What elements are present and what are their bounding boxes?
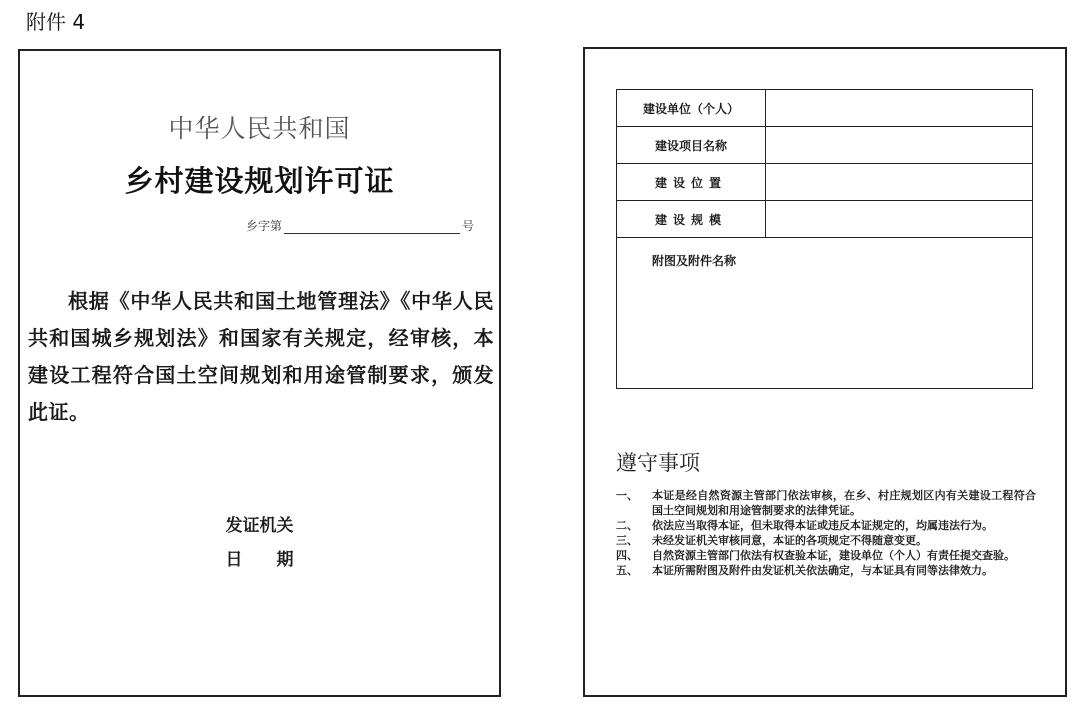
note-text: 本证所需附图及附件由发证机关依法确定，与本证具有同等法律效力。: [652, 564, 993, 577]
note-text: 自然资源主管部门依法有权查验本证，建设单位（个人）有责任提交查验。: [652, 549, 1015, 562]
list-item: [616, 518, 1036, 533]
table-label-cell: 建设规模: [617, 201, 766, 238]
number-prefix: 乡字第: [246, 219, 283, 233]
note-text: 依法应当取得本证，但未取得本证或违反本证规定的，均属违法行为。: [652, 519, 993, 532]
certificate-title: 乡村建设规划许可证: [124, 164, 395, 198]
note-number: 二、: [616, 519, 638, 532]
table-label-cell: 建设项目名称: [617, 127, 766, 164]
list-item: [616, 563, 1036, 578]
table-value-cell: [766, 201, 1033, 238]
list-item: [616, 488, 1036, 518]
issuer-label: 发证机关: [225, 516, 294, 536]
date-label: 日 期: [225, 550, 294, 570]
table-value-cell: [766, 164, 1033, 201]
table-row: [617, 127, 1033, 164]
table-row: [617, 238, 1033, 389]
table-label-cell: 建设单位（个人）: [617, 90, 766, 127]
note-number: 三、: [616, 534, 638, 547]
table-value-cell: [766, 127, 1033, 164]
attachment-label: 附件 4: [26, 10, 86, 34]
note-number: 五、: [616, 564, 638, 577]
table-row: [617, 90, 1033, 127]
number-blank: [284, 221, 460, 234]
note-number: 一、: [616, 489, 638, 502]
table-label-cell: 建设位置: [617, 164, 766, 201]
certificate-details-page: [583, 47, 1067, 697]
table-value-cell: [766, 90, 1033, 127]
note-text: 本证是经自然资源主管部门依法审核，在乡、村庄规划区内有关建设工程符合国土空间规划和用途管制要求的法律凭证。: [652, 489, 1036, 517]
certificate-cover-page: [18, 49, 501, 697]
number-suffix: 号: [462, 219, 475, 233]
note-text: 未经发证机关审核同意，本证的各项规定不得随意变更。: [652, 534, 927, 547]
list-item: [616, 548, 1036, 563]
country-name: 中华人民共和国: [168, 114, 351, 143]
note-number: 四、: [616, 549, 638, 562]
list-item: [616, 533, 1036, 548]
project-info-table: [616, 89, 1033, 389]
certificate-number-line: [246, 217, 474, 234]
notes-list: [616, 488, 1036, 578]
attachments-cell: 附图及附件名称: [617, 238, 1033, 389]
table-row: [617, 201, 1033, 238]
certificate-body-text: 根据《中华人民共和国土地管理法》《中华人民共和国城乡规划法》和国家有关规定，经审核，本建设工程符合国土空间规划和用途管制要求，颁发此证。: [28, 289, 494, 424]
table-row: [617, 164, 1033, 201]
notes-heading: 遵守事项: [616, 451, 700, 475]
